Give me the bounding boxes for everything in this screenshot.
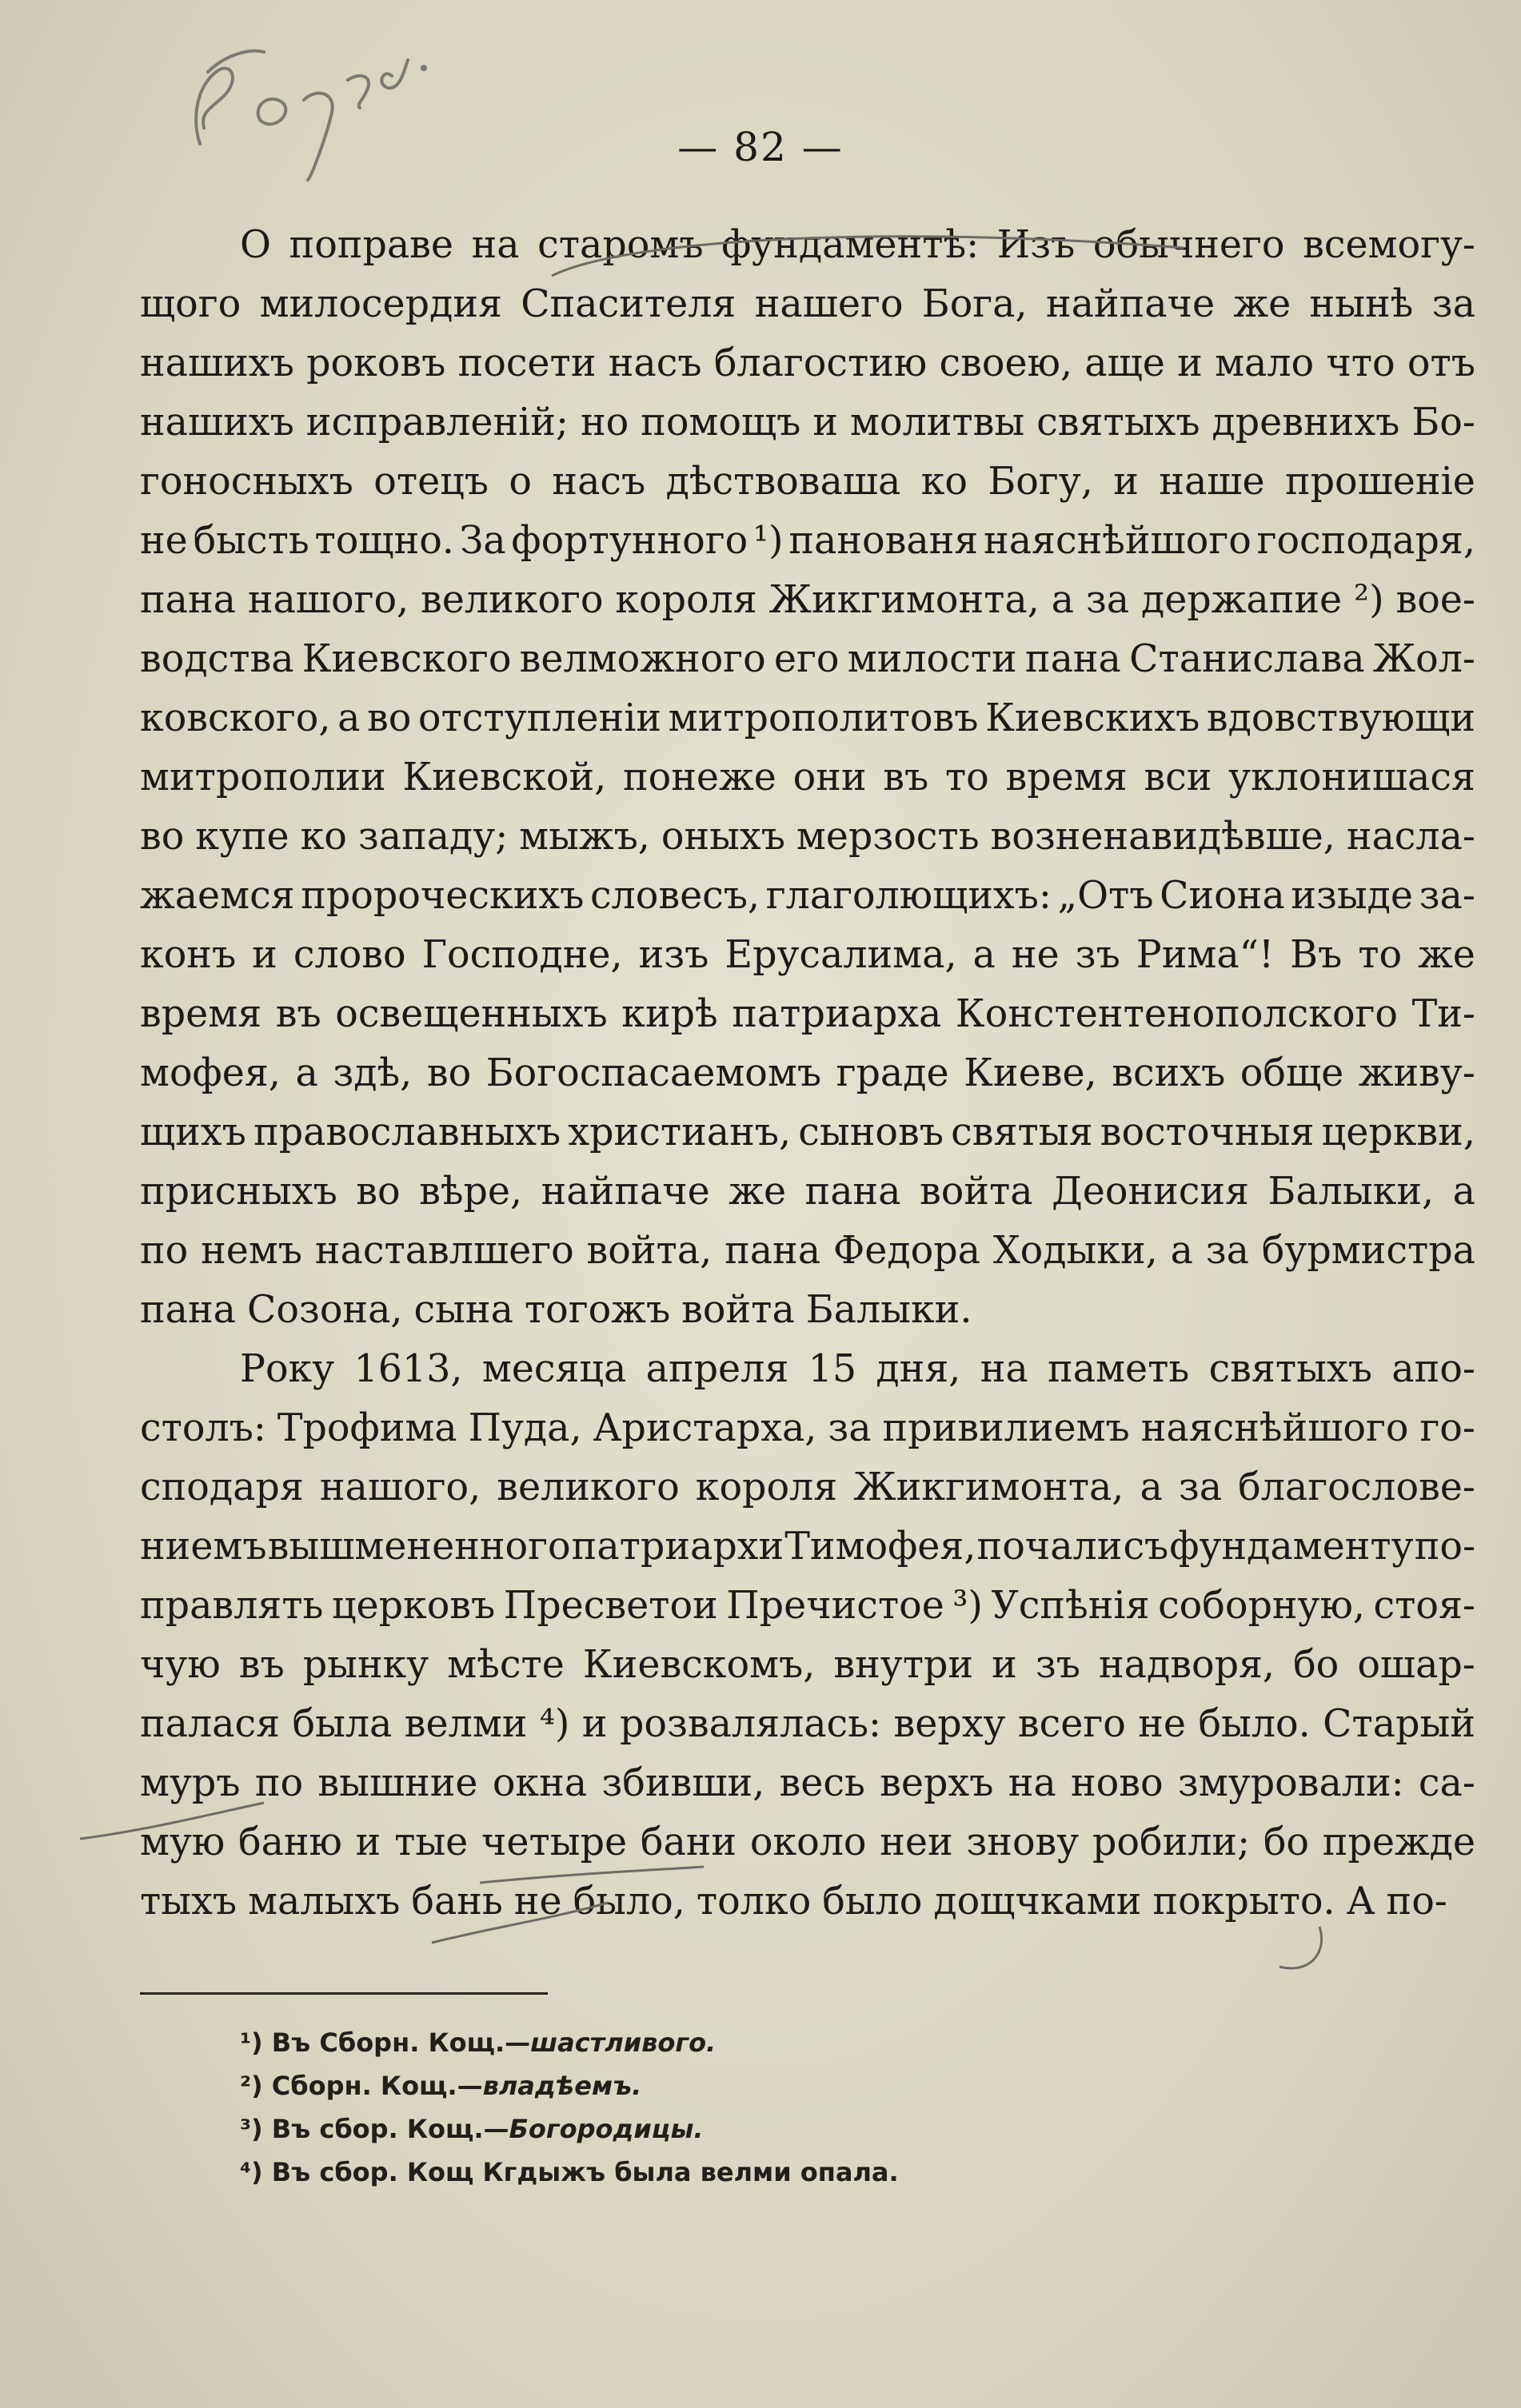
- footnote-mark: ³): [240, 2114, 272, 2144]
- text-line: мофея, а здѣ, во Богоспасаемомъ граде Киеве, всихъ обще живу-: [140, 1051, 1475, 1095]
- text-line: митрополии Киевской, понеже они въ то время вси уклонишася: [140, 755, 1475, 799]
- text-line: правлять церковъ Пресветои Пречистое ³) Успѣнія соборную, стоя-: [140, 1584, 1475, 1628]
- text-line: тыхъ малыхъ бань не было, толко было дощчками покрыто. А по-: [140, 1880, 1447, 1924]
- footnote-item: [240, 2107, 1200, 2151]
- text-line: палася была велми ⁴) и розвалялась: верху всего не было. Старый: [140, 1702, 1475, 1746]
- text-line: муръ по вышние окна збивши, весь верхъ на ново змуровали: са-: [140, 1761, 1475, 1805]
- footnote-item: [240, 2151, 1200, 2194]
- text-line: ниемъ вышмененного патриархи Тимофея, почали съ фундаменту по-: [140, 1525, 1475, 1569]
- footnote-text: Въ сбор. Кощ.—: [271, 2114, 509, 2144]
- text-line: во купе ко западу; мыжъ, оныхъ мерзость возненавидѣвше, насла-: [140, 815, 1475, 859]
- footnote-variant: шастливого.: [530, 2027, 717, 2058]
- text-line: чую въ рынку мѣсте Киевскомъ, внутри и зъ надворя, бо ошар-: [140, 1643, 1475, 1687]
- footnote-mark: ⁴): [240, 2157, 272, 2187]
- footnote-divider: [140, 1992, 548, 1995]
- text-line: не бысть тощно. За фортунного ¹) панованя наяснѣйшого господаря,: [140, 519, 1475, 563]
- text-line: нашихъ роковъ посети насъ благостию своею, аще и мало что отъ: [140, 341, 1475, 385]
- footnote-text: Въ Сборн. Кощ.—: [271, 2027, 531, 2058]
- footnote-variant: Богородицы.: [509, 2114, 704, 2144]
- text-line: столъ: Трофима Пуда, Аристарха, за привилиемъ наяснѣйшого го-: [140, 1406, 1475, 1450]
- page-number: — 82 —: [677, 124, 844, 170]
- text-line: мую баню и тые четыре бани около неи знову робили; бо прежде: [140, 1820, 1475, 1864]
- footnote-item: [240, 2021, 1200, 2064]
- footnote-mark: ²): [240, 2071, 272, 2101]
- text-line: гоносныхъ отецъ о насъ дѣствоваша ко Богу, и наше прошеніе: [140, 460, 1475, 504]
- text-line: водства Киевского велможного его милости пана Станислава Жол-: [140, 637, 1475, 681]
- text-line: присныхъ во вѣре, найпаче же пана войта Деонисия Балыки, а: [140, 1170, 1475, 1214]
- footnote-item: [240, 2064, 1200, 2107]
- footnotes: [240, 2021, 1200, 2194]
- text-line: Року 1613, месяца апреля 15 дня, на паметь святыхъ апо-: [240, 1347, 1475, 1391]
- footnote-variant: владѣемъ.: [482, 2071, 642, 2101]
- text-line: О поправе на старомъ фундаментѣ: Изъ обычнего всемогу-: [240, 223, 1475, 267]
- text-line: ковского, а во отступленіи митрополитовъ Киевскихъ вдовствующи: [140, 696, 1475, 740]
- text-line: конъ и слово Господне, изъ Ерусалима, а не зъ Рима“! Въ то же: [140, 933, 1475, 977]
- footnote-text: Сборн. Кощ.—: [271, 2071, 483, 2101]
- text-line: сподаря нашого, великого короля Жикгимонта, а за благослове-: [140, 1465, 1475, 1509]
- text-line: щого милосердия Спасителя нашего Бога, найпаче же нынѣ за: [140, 282, 1475, 326]
- text-line: время въ освещенныхъ кирѣ патриарха Констентенополского Ти-: [140, 992, 1475, 1036]
- text-line: по немъ наставлшего войта, пана Федора Ходыки, а за бурмистра: [140, 1229, 1475, 1273]
- footnote-text: Въ сбор. Кощ Кгдыжъ была велми опала.: [271, 2157, 899, 2187]
- footnote-mark: ¹): [240, 2027, 272, 2058]
- text-line: щихъ православныхъ христианъ, сыновъ святыя восточныя церкви,: [140, 1110, 1475, 1154]
- text-line: нашихъ исправленій; но помощъ и молитвы святыхъ древнихъ Бо-: [140, 401, 1475, 445]
- text-line: жаемся пророческихъ словесъ, глаголющихъ: „Отъ Сиона изыде за-: [140, 874, 1475, 918]
- text-line: пана нашого, великого короля Жикгимонта, а за держапие ²) вое-: [140, 578, 1475, 622]
- text-line: пана Созона, сына тогожъ войта Балыки.: [140, 1288, 972, 1332]
- main-text: [140, 216, 1475, 1932]
